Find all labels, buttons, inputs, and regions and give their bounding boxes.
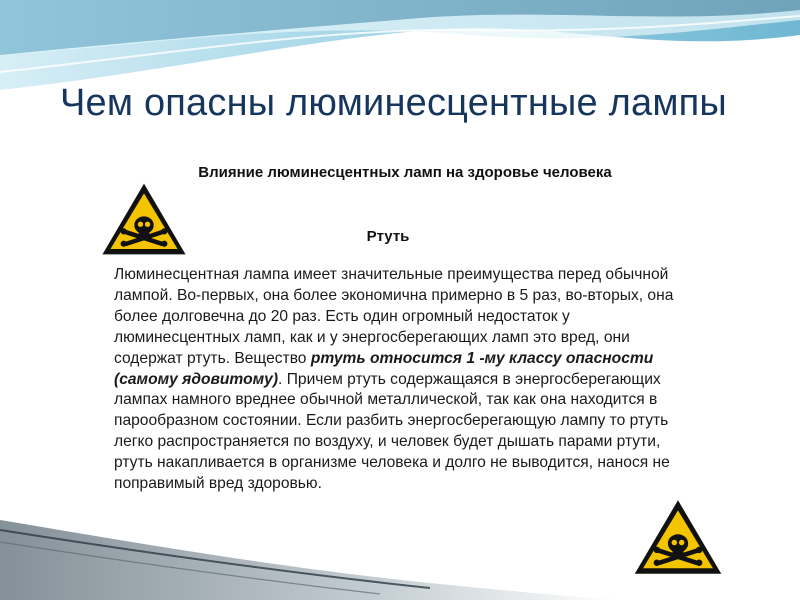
paragraph-part-2: . Причем ртуть содержащаяся в энергосберегающих лампах намного вреднее обычной металлической, так как она находится в парообразном состоянии. Если разбить энергосберегающую лампу то ртуть легко распространяется по воздуху, и человек будет дышать парами ртути, ртуть накапливается в организме человека и долго не выводится, нанося не поправимый вред здоровью. <box>114 370 670 493</box>
paragraph-emphasis: ртуть относится 1 -му классу опасности (самому ядовитому) <box>114 349 654 388</box>
paragraph-part-1: Люминесцентная лампа имеет значительные преимущества перед обычной лампой. Во-первых, она более экономична примерно в 5 раз, во-вторых, она более долговечна до 20 раз. Есть один огромный недостаток у люминесцентных ламп, как и у энергосберегающих ламп это вред, они содержат ртуть. Вещество <box>114 266 674 367</box>
body-paragraph <box>114 265 694 495</box>
section-title: Ртуть <box>366 228 410 245</box>
bottom-wave-decoration <box>0 520 800 600</box>
slide-title: Чем опасны люминесцентные лампы <box>60 82 727 124</box>
content-heading: Влияние люминесцентных ламп на здоровье человека <box>198 164 612 181</box>
toxic-hazard-icon <box>98 181 190 257</box>
